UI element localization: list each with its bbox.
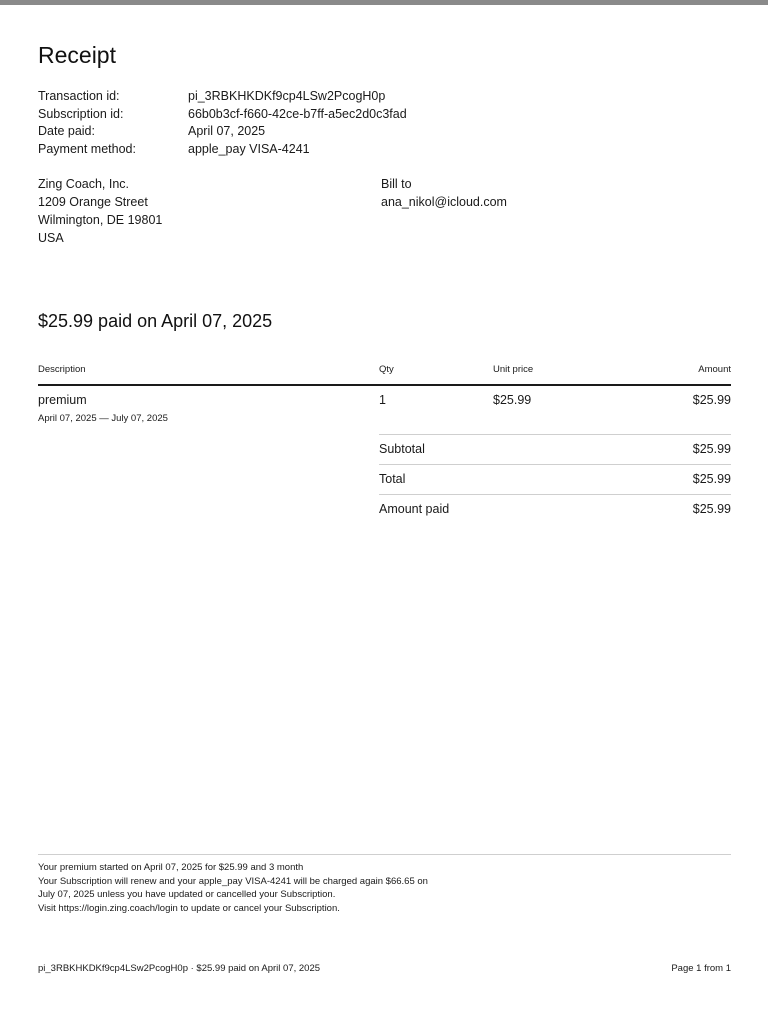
item-period: April 07, 2025 — July 07, 2025 xyxy=(38,413,168,424)
footer-divider xyxy=(38,854,731,855)
receipt-meta xyxy=(38,88,407,158)
header-amount: Amount xyxy=(698,364,731,375)
footer-note: Your premium started on April 07, 2025 for $25.99 and 3 month xyxy=(38,862,304,873)
meta-row-subscription-id xyxy=(38,106,407,124)
payment-headline: $25.99 paid on April 07, 2025 xyxy=(38,311,273,331)
footer-note: July 07, 2025 unless you have updated or cancelled your Subscription. xyxy=(38,889,336,900)
header-unit-price: Unit price xyxy=(493,364,534,375)
table-row xyxy=(38,386,731,434)
bill-to-email: ana_nikol@icloud.com xyxy=(381,195,507,209)
bill-to-label: Bill to xyxy=(381,177,412,191)
summary-row-subtotal xyxy=(379,434,731,464)
subscription-id-value: 66b0b3cf-f660-42ce-b7ff-a5ec2d0c3fad xyxy=(188,106,407,121)
meta-row-transaction-id xyxy=(38,88,407,106)
seller-street: 1209 Orange Street xyxy=(38,195,148,209)
page-number: Page 1 from 1 xyxy=(671,963,731,974)
date-paid-value: April 07, 2025 xyxy=(188,124,266,138)
seller-country: USA xyxy=(38,231,64,245)
transaction-id-value: pi_3RBKHKDKf9cp4LSw2PcogH0p xyxy=(188,89,386,103)
summary-row-total xyxy=(379,464,731,494)
item-unit-price: $25.99 xyxy=(493,393,532,407)
summary-label: Amount paid xyxy=(379,502,450,516)
footer-note: Your Subscription will renew and your apple_pay VISA-4241 will be charged again $66.65 on xyxy=(38,875,428,887)
seller-city: Wilmington, DE 19801 xyxy=(38,213,163,227)
receipt-page xyxy=(38,0,731,1024)
header-description: Description xyxy=(38,364,86,375)
seller-name: Zing Coach, Inc. xyxy=(38,177,130,191)
footer-reference: pi_3RBKHKDKf9cp4LSw2PcogH0p · $25.99 paid on April 07, 2025 xyxy=(38,963,321,974)
payment-method-value: apple_pay VISA-4241 xyxy=(188,141,310,156)
meta-label: Subscription id: xyxy=(38,106,124,121)
summary-row-amount-paid xyxy=(379,494,731,524)
meta-label: Payment method: xyxy=(38,141,136,156)
item-description: premium xyxy=(38,393,87,407)
summary-value: $25.99 xyxy=(692,442,731,456)
summary-value: $25.99 xyxy=(692,472,731,486)
meta-label: Date paid: xyxy=(38,124,95,138)
footer-note: Visit https://login.zing.coach/login to update or cancel your Subscription. xyxy=(38,902,340,914)
summary-value: $25.99 xyxy=(692,502,731,516)
meta-label: Transaction id: xyxy=(38,89,120,103)
summary-label: Subtotal xyxy=(379,442,425,456)
table-header xyxy=(38,364,731,386)
header-qty: Qty xyxy=(379,364,394,375)
item-qty: 1 xyxy=(379,393,386,407)
page-title: Receipt xyxy=(38,42,116,68)
line-items-table xyxy=(38,364,731,524)
bill-to xyxy=(381,175,507,211)
item-amount: $25.99 xyxy=(692,393,731,407)
meta-row-payment-method xyxy=(38,141,407,159)
footer-notes xyxy=(38,861,478,915)
meta-row-date-paid xyxy=(38,123,407,141)
summary-label: Total xyxy=(379,472,406,486)
seller-address xyxy=(38,175,162,247)
